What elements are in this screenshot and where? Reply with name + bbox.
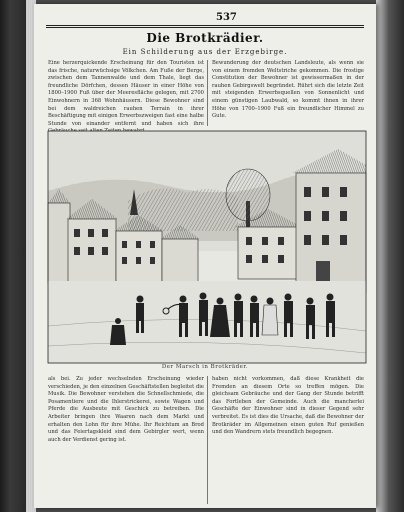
engraving-svg [48,131,366,363]
article-title: Die Brotkrädier. [146,31,264,45]
text-column-left-top: Eine herzerquickende Erscheinung für den Touristen ist das frische, naturwüchsige Völkchen. Am Fuße der Berge, zwischen dem Tannenwalde und dem Thale, liegt das freundliche Dörfchen, dessen Häuser in einer Höhe von 1800–1900 Fuß über der Meeresfläche gelegen, mit 2700 Einwohnern in 368 Wohnhäusern. Diese Bewohner sind bei dem waldreichen rauhen Terrain in ihrer Beschäftigung mit einigen Erwerbszweigen fast eine halbe Stunde von einander entfernt und haben sich ihre [48,60,204,127]
book-page [34,4,376,508]
column-divider-bottom [207,376,208,504]
village-procession-illustration [48,131,366,363]
text-column-right-bottom: haben nicht vorkommen, daß diese Krankheit die Fremden an diesem Orte so treffen mögen. Die gleichsam Gebräuche und der Gang der Stunde betrifft das Fortleben der Gemeinde. Auch die mancherlei Geschäfte der Einwohner sind in dieser Gegend sehr verbreitet. Es ist dies die Ursache, daß die Bewohner der Brotkräder im Allgemeinen einen guten Ruf genießen und den Wandrern stets freundlich begegnen. [212,376,364,436]
column-divider-top [207,60,208,126]
book-spine-left [0,0,26,512]
book-spine-right [376,0,404,512]
illustration-caption: Der Marsch in Brotkräder. [161,364,249,370]
text-column-left-bottom: als bei. Zu jeder wechselnden Erscheinung wieder verschieden, je den einzelnen Geschäftstellen begleitet die Musik. Die Bewohner verstehen die Schnellschmiede, die Posamentiere und die Ihlerstrickerei, sowie Wagen und Pferde die Ausbeute mit Geschick zu betreiben. Die Arbeiter bringen ihre Waaren nach dem Markt und erhalten den Lohn für ihre Mühe. Ihr Reichtum an Brod und das Feiertagskleid sind dem Gebirgler wert, wenn auch der Verdienst gering ist. [48,376,204,443]
page-number: 537 [216,12,237,23]
article-subtitle: Ein Schilderung aus der Erzgebirge. [122,48,288,56]
header-rule [46,25,364,26]
header-rule-double [46,27,364,28]
text-column-right-top: Bewunderung der deutschen Landsleute, als wenn sie von einem fremden Weltstriche gekommen. Die frostige Constitution der Bewohner ist gewissermaßen in der rauhen Gebirgswelt begründet. Rührt sich die letzte Zeit mit steigenden Erwerbsquellen von Sonnenlicht und einem günstigen Laubwald, so kommt ihnen in ihrer Höhe von 1700–1900 Fuß ein freundlicher Himmel zu Gute. [212,60,364,120]
